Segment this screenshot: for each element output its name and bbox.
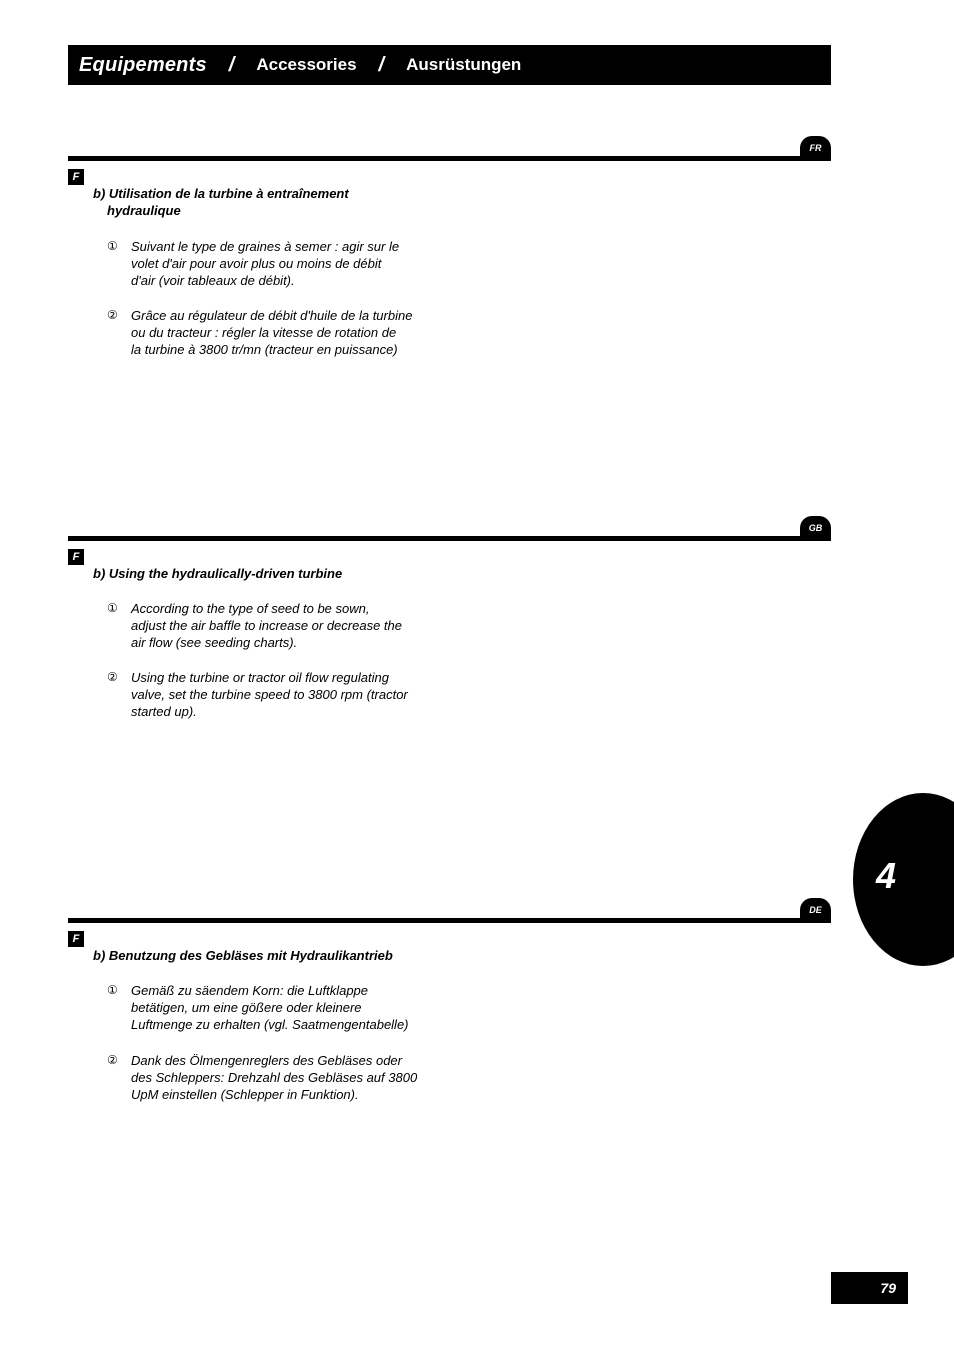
- header-separator: /: [228, 53, 235, 76]
- lang-tab-de: DE: [800, 898, 831, 922]
- section-title-gb: [93, 565, 423, 582]
- item-line: UpM einstellen (Schlepper in Funktion).: [131, 1087, 359, 1102]
- item-line: According to the type of seed to be sown,: [131, 601, 370, 616]
- item-number: ①: [107, 239, 118, 253]
- section-title-line: b) Utilisation de la turbine à entraînement: [93, 186, 349, 201]
- section-marker: F: [68, 549, 84, 565]
- lang-tab-gb: GB: [800, 516, 831, 540]
- section-marker: F: [68, 169, 84, 185]
- item-line: ou du tracteur : régler la vitesse de rotation de: [131, 325, 397, 340]
- list-item: [107, 307, 427, 358]
- item-line: Luftmenge zu erhalten (vgl. Saatmengentabelle): [131, 1017, 409, 1032]
- item-line: Grâce au régulateur de débit d'huile de la turbine: [131, 308, 413, 323]
- section-title-de: [93, 947, 423, 964]
- item-number: ①: [107, 601, 118, 615]
- item-line: started up).: [131, 704, 197, 719]
- list-item: [107, 238, 427, 289]
- list-item: [107, 600, 427, 651]
- item-line: valve, set the turbine speed to 3800 rpm (tractor: [131, 687, 408, 702]
- item-line: air flow (see seeding charts).: [131, 635, 298, 650]
- item-number: ②: [107, 1053, 118, 1067]
- section-marker: F: [68, 931, 84, 947]
- list-item: [107, 982, 427, 1033]
- header-title-en: Accessories: [256, 55, 357, 74]
- item-line: Gemäß zu säendem Korn: die Luftklappe: [131, 983, 369, 998]
- section-title-line: hydraulique: [107, 203, 181, 218]
- item-line: betätigen, um eine gößere oder kleinere: [131, 1000, 362, 1015]
- section-divider: [68, 156, 831, 161]
- chapter-number: 4: [876, 855, 897, 896]
- list-item: [107, 1052, 427, 1103]
- header-separator: /: [378, 53, 385, 76]
- header-title-fr: Equipements: [79, 53, 207, 76]
- item-number: ②: [107, 308, 118, 322]
- list-item: [107, 669, 427, 720]
- item-line: adjust the air baffle to increase or decrease the: [131, 618, 402, 633]
- item-line: Suivant le type de graines à semer : agir sur le: [131, 239, 400, 254]
- section-divider: [68, 536, 831, 541]
- section-title-fr: [93, 185, 423, 219]
- item-number: ①: [107, 983, 118, 997]
- page-number: 79: [831, 1272, 908, 1304]
- item-line: des Schleppers: Drehzahl des Gebläses auf 3800: [131, 1070, 418, 1085]
- lang-tab-fr: FR: [800, 136, 831, 160]
- item-line: Dank des Ölmengenreglers des Gebläses oder: [131, 1053, 402, 1068]
- item-line: la turbine à 3800 tr/mn (tracteur en puissance): [131, 342, 398, 357]
- header-title-de: Ausrüstungen: [406, 55, 522, 74]
- section-title-line: b) Using the hydraulically-driven turbine: [93, 566, 343, 581]
- page-header: [68, 45, 831, 85]
- section-divider: [68, 918, 831, 923]
- item-line: d'air (voir tableaux de débit).: [131, 273, 295, 288]
- chapter-tab: [853, 793, 954, 966]
- item-line: Using the turbine or tractor oil flow regulating: [131, 670, 389, 685]
- item-line: volet d'air pour avoir plus ou moins de débit: [131, 256, 382, 271]
- section-title-line: b) Benutzung des Gebläses mit Hydraulikantrieb: [93, 948, 393, 963]
- item-number: ②: [107, 670, 118, 684]
